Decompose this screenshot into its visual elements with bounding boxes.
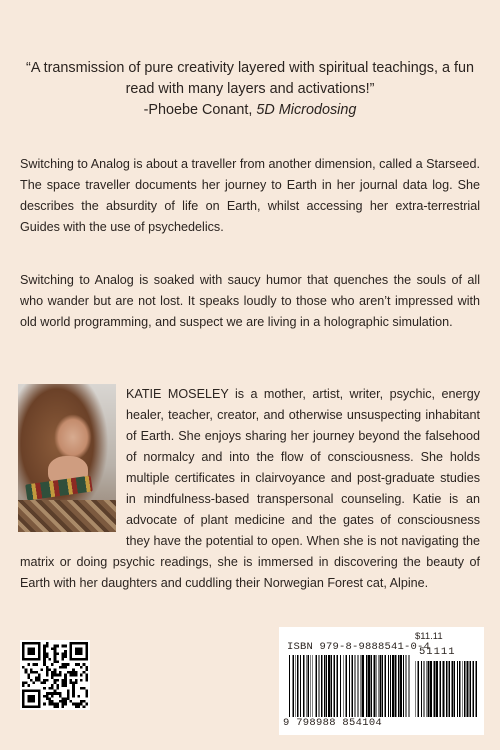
author-bio xyxy=(20,384,480,594)
isbn-label: ISBN 979-8-9888541-0-4 xyxy=(287,641,431,653)
author-bio-text: KATIE MOSELEY is a mother, artist, writer, psychic, energy healer, teacher, creator, and otherwise unsuspecting inhabitant of Earth. She enjoys sharing her journey beyond the falsehood of normalcy and into the flow of consciousness. She holds multiple certificates in clairvoyance and post-graduate studies in mindfulness-based transpersonal counseling. Katie is an advocate of plant medicine and the gates of consciousness they have the potential to open. When she is not navigating the matrix or doing psychic readings, she is immersed in discovering the beauty of Earth with her daughters and cuddling their Norwegian Forest cat, Alpine. xyxy=(20,387,480,590)
testimonial-quote xyxy=(20,58,480,121)
isbn-barcode xyxy=(279,627,484,735)
addon-digits: 51111 xyxy=(419,646,456,658)
synopsis-paragraph-2: Switching to Analog is soaked with saucy humor that quenches the souls of all who wander but are not lost. It speaks loudly to those who aren’t impressed with old world programming, and suspect we are living in a holographic simulation. xyxy=(20,273,480,329)
qr-code-icon xyxy=(20,640,90,710)
attribution-author: -Phoebe Conant, xyxy=(143,102,257,118)
photo-spacer xyxy=(20,384,126,552)
quote-text: “A transmission of pure creativity layered with spiritual teachings, a fun read with many layers and activations!” xyxy=(26,60,474,97)
price-label: $11.11 xyxy=(415,631,443,642)
ean-barcode-bars xyxy=(289,655,411,717)
ean-digits: 9 798988 854104 xyxy=(283,717,383,729)
attribution-work: 5D Microdosing xyxy=(256,102,357,118)
synopsis-paragraph-1: Switching to Analog is about a traveller from another dimension, called a Starseed. The space traveller documents her journey to Earth in her journal data log. She describes the absurdity of life on Earth, whilst accessing her extra-terrestrial Guides with the use of psychedelics. xyxy=(20,157,480,234)
quote-attribution xyxy=(20,100,480,121)
addon-barcode-bars xyxy=(415,661,477,717)
